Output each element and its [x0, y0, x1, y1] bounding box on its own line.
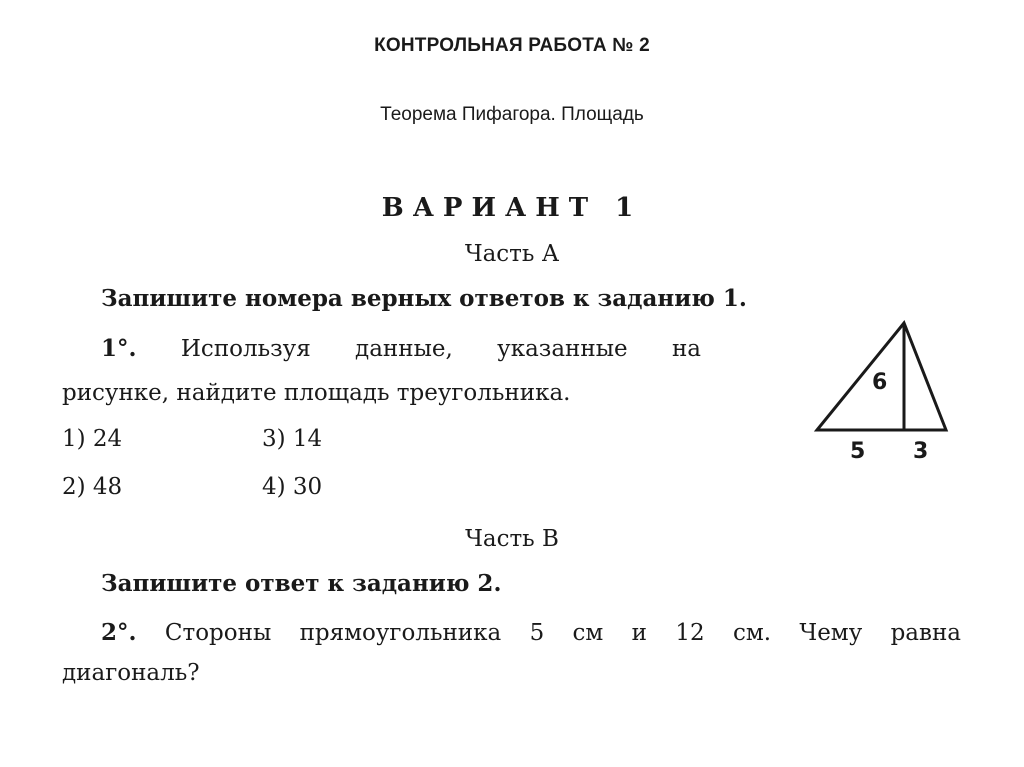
part-b-heading: Часть В	[465, 526, 559, 552]
task1-option-4: 4) 30	[262, 474, 323, 500]
task1-option-3: 3) 14	[262, 426, 323, 452]
task2-text-line1	[101, 619, 961, 646]
right-base-label: 3	[913, 439, 929, 464]
task1-option-1: 1) 24	[62, 426, 123, 452]
task1-text-line2: рисунке, найдите площадь треугольника.	[62, 380, 571, 406]
page-title: КОНТРОЛЬНАЯ РАБОТА № 2	[374, 35, 650, 56]
task1-number: 1°.	[101, 335, 137, 362]
task1-option-2: 2) 48	[62, 474, 123, 500]
task2-text-line2: диагональ?	[62, 660, 200, 686]
left-base-label: 5	[850, 439, 866, 464]
task2-number: 2°.	[101, 619, 137, 646]
task1-text-line1	[101, 335, 701, 362]
variant-heading: ВАРИАНТ 1	[381, 193, 643, 223]
part-a-instruction: Запишите номера верных ответов к заданию 1.	[101, 285, 747, 312]
height-label: 6	[872, 370, 888, 395]
triangle-figure	[800, 310, 970, 470]
page-subtitle: Теорема Пифагора. Площадь	[380, 104, 644, 125]
task1-text-start: Используя данные, указанные на	[180, 336, 702, 362]
part-b-instruction: Запишите ответ к заданию 2.	[101, 570, 502, 597]
task2-text-start: Стороны прямоугольника 5 см и 12 см. Чему равна	[164, 620, 962, 646]
part-a-heading: Часть А	[464, 241, 560, 267]
